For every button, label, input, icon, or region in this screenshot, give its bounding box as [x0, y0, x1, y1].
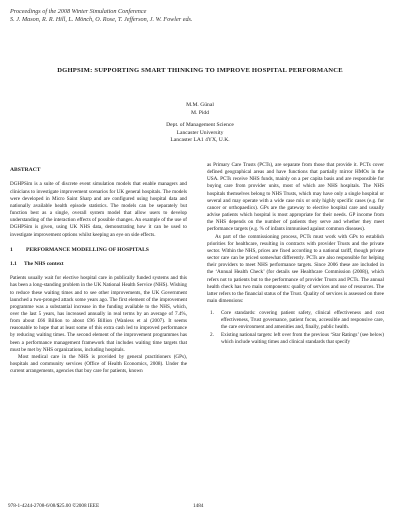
dimension-list	[207, 310, 384, 346]
subsection-number: 1.1	[10, 261, 17, 268]
abstract-text: DGHPSim is a suite of discrete event simulation models that enable managers and clinicians to investigate improvement scenarios for UK general hospitals. The models were developed in Micro Saint Sharp and are configured using hospital data and nationally available health episode statistics. The models can be separately but function best as a single, overall system model that allow users to develop understanding of the interaction effects of possible changes. An example of the use of DGHPSim is given, using UK NHS data, demonstrating how it can be used to investigate improvement options whilst keeping an eye on side effects.	[10, 181, 187, 238]
paper-title: DGHPSIM: SUPPORTING SMART THINKING TO IMPROVE HOSPITAL PERFORMANCE	[57, 67, 343, 74]
affiliation-line: Lancaster University	[176, 129, 224, 136]
affiliation-line: Dept. of Management Science	[166, 122, 234, 128]
list-item-number: 1.	[210, 310, 214, 317]
list-item	[207, 332, 384, 346]
affiliation-line: Lancaster LA1 4YX, U.K.	[170, 137, 230, 144]
body-paragraph: Most medical care in the NHS is provided by general practitioners (GPs), hospitals and community services (Office of Health Economics, 2008). Under the current arrangements, agencies that buy care for patients, known	[10, 353, 187, 375]
section-title: PERFORMANCE MODELLING OF HOSPITALS	[26, 246, 149, 253]
list-item-number: 2.	[210, 331, 214, 338]
abstract-heading: ABSTRACT	[10, 167, 41, 173]
proceedings-title: Proceedings of the 2008 Winter Simulation Conference	[10, 8, 147, 15]
section-number: 1	[10, 246, 13, 253]
author-name: M.M. Günal	[186, 102, 214, 108]
left-column	[10, 167, 187, 375]
author-name: M. Pidd	[190, 109, 210, 116]
page-number: 1484	[193, 503, 204, 509]
section-heading	[10, 247, 187, 254]
author-list	[0, 102, 400, 117]
copyright-notice: 978-1-4244-2708-6/08/$25.00 ©2008 IEEE	[8, 503, 100, 509]
body-paragraph: Patients usually wait for elective hospital care in publically funded systems and this has been a long-standing problem in the UK National Health Service (NHS). Wishing to reduce these waiting times and to see other improvements, the UK Government launched a two-pronged attack some years ago. The first element of the improvement programme was a substantial increase in the funding available to the NHS, which, over the last 5 years, has increased annually in real terms by an average of 7.4%, from about £66 Billion to about £96 Billion (Wanless et al (2007). It seems reasonable to hope that at least some of this extra cash led to improved performance by reducing waiting times. The second element of the improvement programmes has been a performance management framework that includes waiting time targets that must be met by NHS organizations, including hospitals.	[10, 275, 187, 353]
affiliation	[0, 122, 400, 145]
list-item-text: Core standards: covering patient safety, clinical effectiveness and cost effectiveness, Trust governance, patient focus, accessible and responsive care, the care environment and amenities and, finally, public health.	[221, 310, 384, 331]
subsection-title: The NHS context	[24, 261, 64, 268]
list-item	[207, 310, 384, 331]
proceedings-editors: S. J. Mason, R. R. Hill, L. Mönch, O. Rose, T. Jefferson, J. W. Fowler eds.	[10, 16, 193, 24]
body-paragraph: as Primary Care Trusts (PCTs), are separate from those that provide it. PCTs cover defined geographical areas and have functions that partially mirror HMOs in the USA. PCTs receive NHS funds, mainly on a per capita basis and are responsible for buying care from provider units, most of which are NHS hospitals. The NHS hospitals themselves belong to NHS Trusts, which may have only a single hospital or several and may operate with a wide case mix or only highly specific cases (e.g. for cancer or orthopaedics). GPs are the gateway to elective hospital care and usually advise patients which hospital is most appropriate for their needs. GP income from the NHS depends on the number of patients they serve and whether they meet performance targets (e.g. % of infants immunised against common diseases).	[207, 162, 384, 233]
list-item-text: Existing national targets: left over from the previous ‘Star Ratings’ (see below) which include waiting times and clinical standards that specify	[221, 331, 384, 345]
proceedings-header	[10, 8, 193, 24]
subsection-heading	[10, 261, 187, 268]
body-paragraph: As part of the commissioning process, PCTs must work with GPs to establish priorities for healthcare, resulting in contracts with provider Trusts and the private sector. Within the NHS, prices are fixed according to a national tariff, though private sector care can be priced somewhat differently. PCTs are also responsible for helping their providers to meet NHS performance targets. Since 2006 these are included in the ‘Annual Health Check’ (for details see Healthcare Commission (2008)), which refers not to patients but to the performance of provider Trusts and PCTs. The annual health check has two main components: quality of services and use of resources. The latter refers to the financial status of the Trust. Quality of services is assessed on three main dimensions:	[207, 233, 384, 304]
right-column	[207, 162, 384, 346]
